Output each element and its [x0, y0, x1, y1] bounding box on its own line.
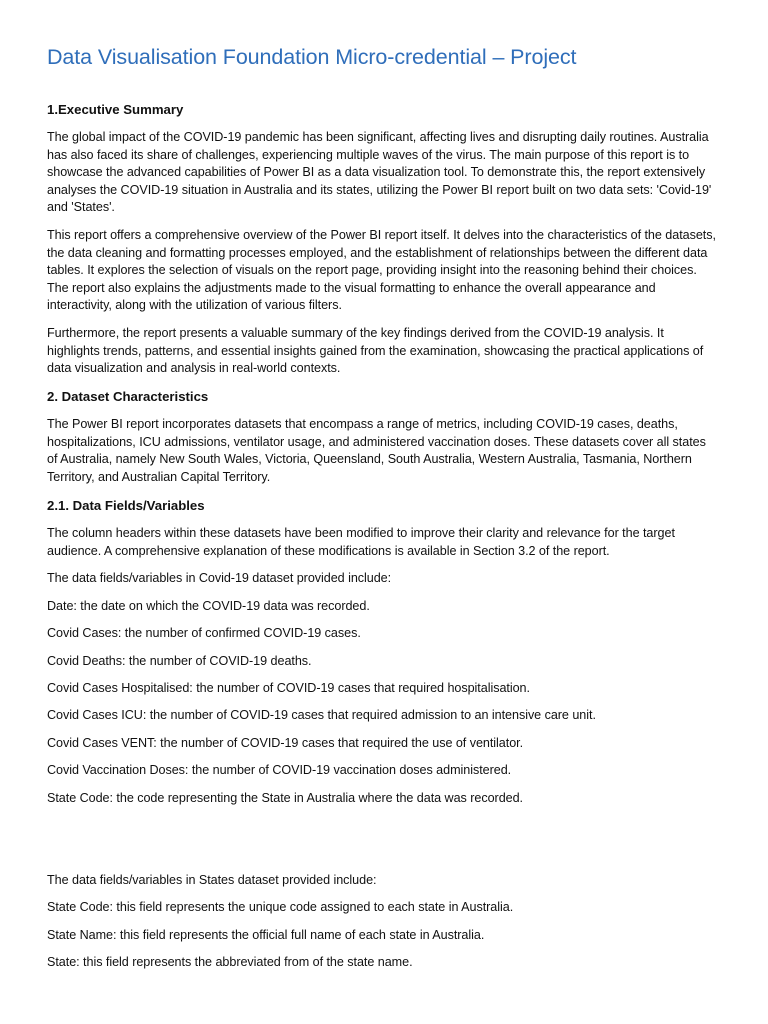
states-field-item: State Name: this field represents the official full name of each state in Australia.	[47, 928, 485, 942]
dataset-characteristics-paragraph: The Power BI report incorporates datasets that encompass a range of metrics, including COVID-19 cases, deaths, hospitalizations, ICU admissions, ventilator usage, and administered vaccination doses. These datasets cover all states of Australia, namely New South Wales, Victoria, Queensland, South Australia, Western Australia, Tasmania, Northern Territory, and Australian Capital Territory.	[47, 417, 706, 484]
covid-field-item: State Code: the code representing the State in Australia where the data was recorded.	[47, 791, 524, 805]
executive-summary-heading: 1.Executive Summary	[47, 102, 184, 117]
covid-field-item: Covid Cases: the number of confirmed COVID-19 cases.	[47, 626, 361, 640]
document-title: Data Visualisation Foundation Micro-credential – Project	[47, 45, 577, 69]
data-fields-heading: 2.1. Data Fields/Variables	[47, 498, 205, 513]
covid-field-item: Covid Cases Hospitalised: the number of COVID-19 cases that required hospitalisation.	[47, 681, 530, 695]
states-field-item: State: this field represents the abbreviated from of the state name.	[47, 955, 413, 969]
covid-field-item: Date: the date on which the COVID-19 data was recorded.	[47, 599, 370, 613]
covid-field-item: Covid Cases ICU: the number of COVID-19 cases that required admission to an intensive care unit.	[47, 708, 596, 722]
covid-field-item: Covid Cases VENT: the number of COVID-19 cases that required the use of ventilator.	[47, 736, 524, 750]
states-fields-intro: The data fields/variables in States dataset provided include:	[47, 873, 377, 887]
covid-field-item: Covid Deaths: the number of COVID-19 deaths.	[47, 654, 312, 668]
states-field-item: State Code: this field represents the unique code assigned to each state in Australia.	[47, 900, 514, 914]
covid-fields-intro: The data fields/variables in Covid-19 dataset provided include:	[47, 571, 392, 585]
executive-summary-paragraph-2: This report offers a comprehensive overview of the Power BI report itself. It delves into the characteristics of the datasets, the data cleaning and formatting processes employed, and the establishment of relationships between the different data tables. It explores the selection of visuals on the report page, providing insight into the reasoning behind their choices. The report also explains the adjustments made to the visual formatting to enhance the overall appearance and interactivity, along with the utilization of various filters.	[47, 228, 716, 313]
data-fields-paragraph: The column headers within these datasets have been modified to improve their clarity and relevance for the target audience. A comprehensive explanation of these modifications is available in Section 3.2 of the report.	[47, 526, 675, 558]
covid-field-item: Covid Vaccination Doses: the number of COVID-19 vaccination doses administered.	[47, 763, 512, 777]
executive-summary-paragraph-1: The global impact of the COVID-19 pandemic has been significant, affecting lives and disrupting daily routines. Australia has also faced its share of challenges, experiencing multiple waves of the virus. The main purpose of this report is to showcase the advanced capabilities of Power BI as a data visualization tool. To demonstrate this, the report extensively analyses the COVID-19 situation in Australia and its states, utilizing the Power BI report built on two data sets: 'Covid-19' and 'States'.	[47, 130, 712, 215]
dataset-characteristics-heading: 2. Dataset Characteristics	[47, 389, 209, 404]
executive-summary-paragraph-3: Furthermore, the report presents a valuable summary of the key findings derived from the COVID-19 analysis. It highlights trends, patterns, and essential insights gained from the examination, showcasing the practical applications of data visualization and analysis in real-world contexts.	[47, 326, 704, 376]
